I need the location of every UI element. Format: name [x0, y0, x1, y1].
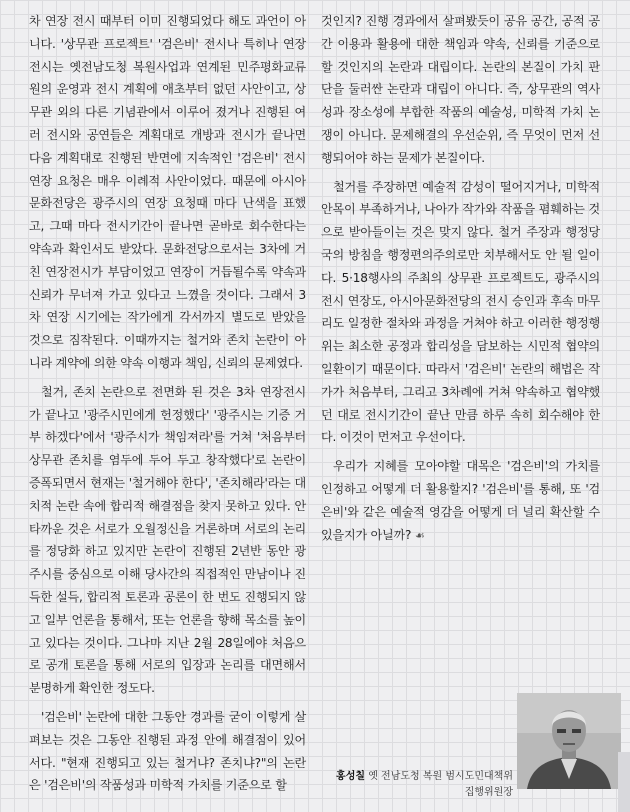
author-name: 홍성칠 [336, 771, 366, 782]
paragraph: 차 연장 전시 때부터 이미 진행되었다 해도 과언이 아니다. '상무관 프로젝트' '검은비' 전시나 특히나 연장 전시는 옛전남도청 복원사업과 연계된 민주평화교류원의 운영과 전시 계획에 애초부터 없던 사안이고, 상무관 외의 다른 기념관에서 이루어 졌거나 진행된 여러 전시와 공연들은 계획대로 개방과 전시가 끝나면 다음 계획대로 진행된 반면에 지속적인 '검은비' 전시 연장 요청은 매우 이례적 사안이었다. 때문에 아시아문화전당은 광주시의 연장 요청때 마다 난색을 표했고, 그때 마다 전시기간이 끝나면 곧바로 회수한다는 약속과 확인서도 받았다. 문화전당으로서는 3차에 거친 연장전시가 부담이었고 연장이 거듭될수록 약속과 신뢰가 무너져 가고 있다고 느꼈을 것이다. 그래서 3차 연장 시기에는 작가에게 각서까지 별도로 받았을 것으로 짐작된다. 이때까지는 철거와 존치 논란이 아니라 계약에 의한 약속 이행과 책임, 신뢰의 문제였다. [29, 14, 306, 370]
paragraph-text: 우리가 지혜를 모아야할 대목은 '검은비'의 가치를 인정하고 어떻게 더 활용할지? '검은비'를 통해, 또 '검은비'와 같은 예술적 영감을 어떻게 더 널리 확산할 수 있을지가 아닐까? [321, 459, 600, 542]
author-title-line2: 집행위원장 [464, 787, 513, 798]
paragraph [321, 455, 600, 547]
paragraph: '검은비' 논란에 대한 그동안 경과를 굳이 이렇게 살펴보는 것은 그동안 진행된 과정 안에 해결점이 있어서다. "현재 진행되고 있는 철거냐? 존치냐?"의 논란은 '검은비'의 작품성과 미학적 가치를 기준으로 할 [29, 709, 306, 793]
paragraph: 것인지? 진행 경과에서 살펴봤듯이 공유 공간, 공적 공간 이용과 활용에 대한 책임과 약속, 신뢰를 기준으로 할 것인지의 논란과 대립이다. 논란의 본질이 가치 판단을 둘러싼 논란과 대립이 아니다. 즉, 상무관의 역사성과 장소성에 부합한 작품의 예술성, 미학적 가치 논쟁이 아니다. 문제해결의 우선순위, 즉 무엇이 먼저 선행되어야 하는 문제가 본질이다. [321, 14, 600, 165]
portrait-icon [517, 693, 621, 789]
author-caption [320, 769, 513, 801]
paragraph: 철거, 존치 논란으로 전면화 된 것은 3차 연장전시가 끝나고 '광주시민에게 헌정했다' '광주시는 기증 거부 하겠다'에서 '광주시가 책임져라'를 거쳐 '처음부터 상무관 존치를 염두에 두어 두고 창작했다'로 논란이 증폭되면서 현재는 '철거해야 한다', '존치해라'라는 대치적 논란 속에 합리적 해결점을 찾지 못하고 있다. 안타까운 것은 서로가 오월정신을 거론하며 서로의 논리를 정당화 하고 있지만 논란이 진행된 2년반 동안 광주시를 중심으로 이해 당사간의 직접적인 만남이나 진득한 설득, 합리적 토론과 공론이 한 번도 진행되지 않고 일부 언론을 통해서, 또는 언론을 향해 목소를 높이고 있다는 것이다. 그나마 지난 2월 28일에야 처음으로 공개 토론을 통해 서로의 입장과 논리를 대면해서 분명하게 확인한 정도다. [29, 384, 306, 696]
paragraph: 철거를 주장하면 예술적 감성이 떨어지거나, 미학적 안목이 부족하거나, 나아가 작가와 작품을 폄훼하는 것으로 받아들이는 것은 맞지 않다. 철거 주장과 행정당국의 방침을 행정편의주의로만 치부해서도 안 될 일이다. 5·18행사의 주최의 상무관 프로젝트도, 광주시의 전시 연장도, 아시아문화전당의 전시 승인과 후속 마무리도 일정한 절차와 과정을 거쳐야 하고 이러한 행정행위는 최소한 공정과 합리성을 담보하는 시민적 협약의 일환이기 때문이다. 따라서 '검은비' 논란의 해법은 작가가 처음부터, 그리고 3차례에 거쳐 약속하고 협약했던 대로 전시기간이 끝난 만큼 하루 속히 회수해야 한다. 이것이 먼저고 우선이다. [321, 179, 600, 445]
author-title-line1: 옛 전남도청 복원 범시도민대책위 [368, 771, 513, 782]
author-portrait-photo [517, 693, 621, 789]
left-text-column [29, 10, 306, 797]
end-mark-icon: ☙ [414, 528, 425, 542]
right-text-column [321, 10, 600, 547]
page-edge-mark [618, 752, 630, 812]
